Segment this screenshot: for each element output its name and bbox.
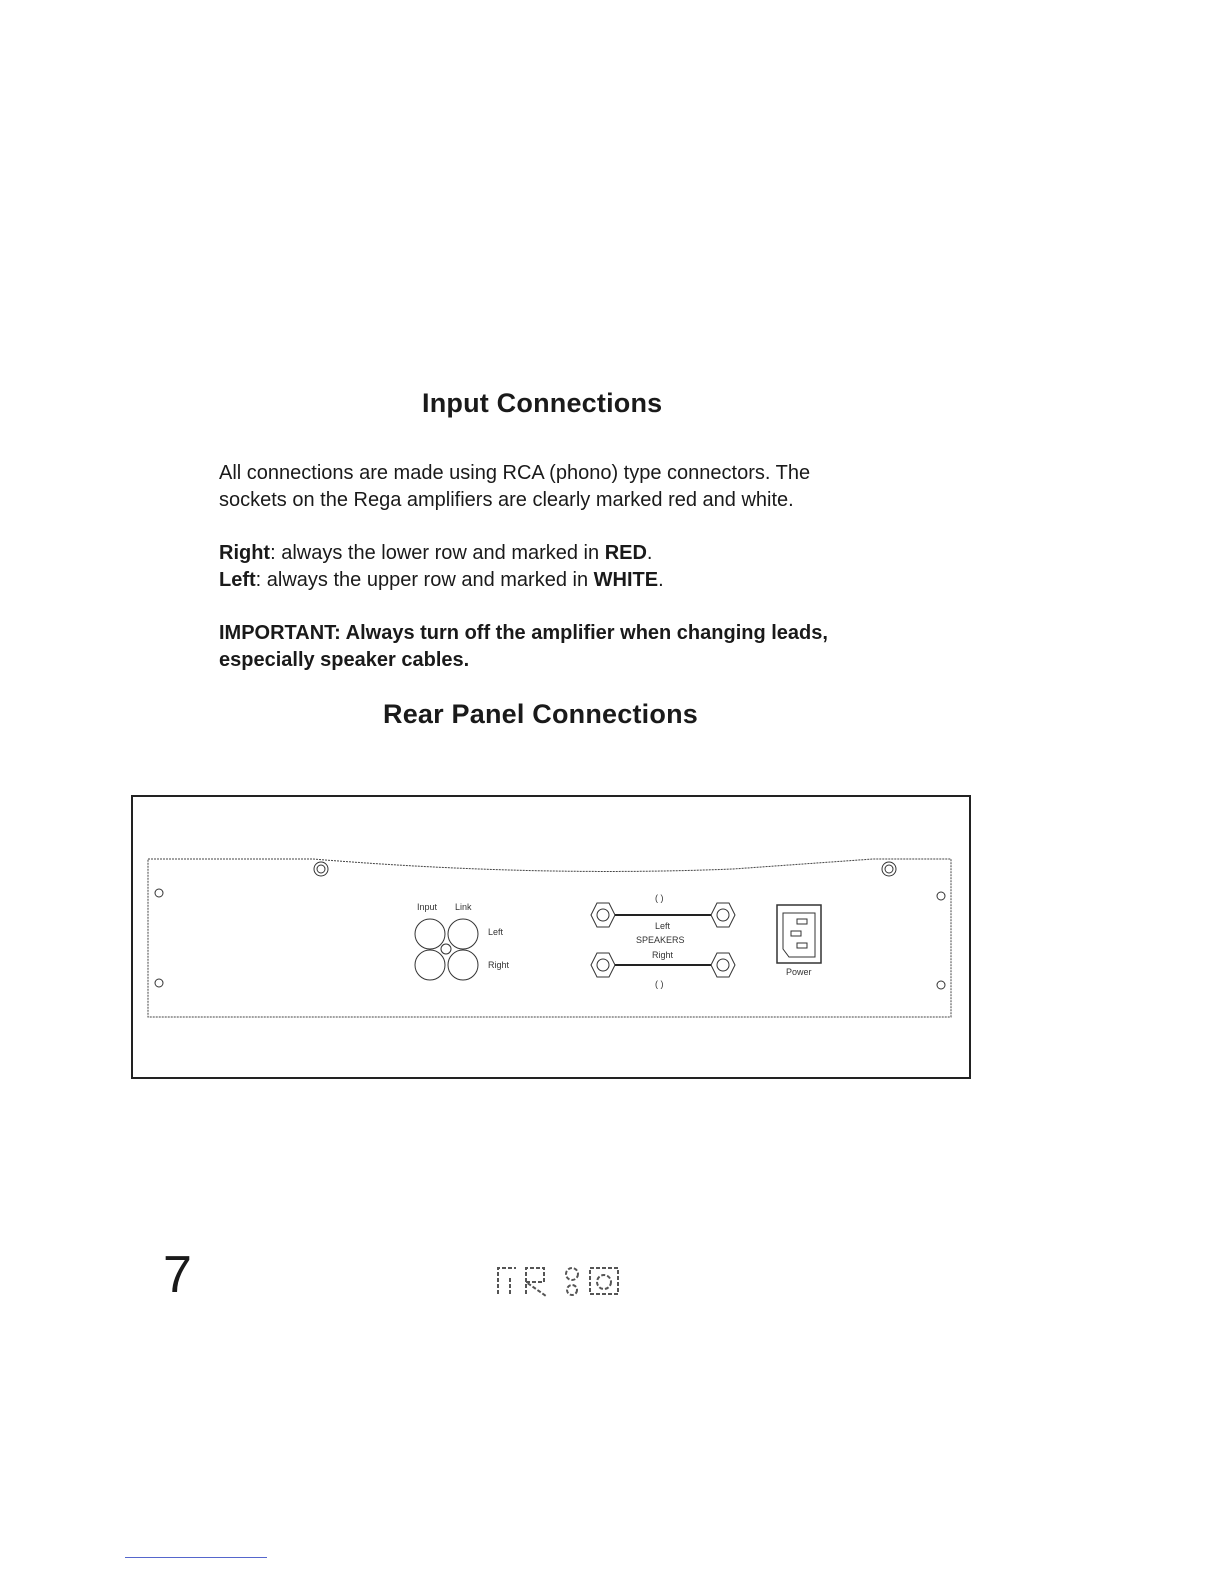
right-end: . — [646, 542, 653, 564]
rear-panel-heading: Rear Panel Connections — [383, 699, 698, 729]
bracket-glyph: ( ) — [655, 979, 664, 989]
rca-socket-icon — [415, 919, 445, 949]
rca-right-label: Right — [488, 960, 510, 970]
important-line-2: especially speaker cables. — [219, 649, 470, 671]
important-warning — [219, 620, 828, 674]
screw-icon — [314, 862, 328, 876]
mounting-hole-icon — [155, 889, 163, 897]
left-end: . — [658, 569, 664, 591]
speaker-terminal-icon — [711, 903, 735, 927]
intro-line-2: sockets on the Rega amplifiers are clearly marked red and white. — [219, 489, 794, 511]
input-connections-heading: Input Connections — [422, 388, 663, 418]
speakers-left-label: Left — [655, 921, 671, 931]
link-label: Link — [455, 902, 472, 912]
right-text: : always the lower row and marked in — [270, 542, 605, 564]
left-channel-note — [219, 567, 664, 594]
left-text: : always the upper row and marked in — [255, 569, 594, 591]
rear-panel-diagram — [133, 797, 969, 1077]
ground-post-icon — [441, 944, 451, 954]
right-color: RED — [604, 542, 647, 564]
panel-outline — [148, 859, 951, 1017]
intro-line-1: All connections are made using RCA (phono) type connectors. The — [219, 462, 811, 484]
rca-socket-icon — [415, 950, 445, 980]
rca-socket-icon — [448, 950, 478, 980]
speaker-terminal-icon — [591, 903, 615, 927]
bracket-glyph: ( ) — [655, 893, 664, 903]
speakers-title: SPEAKERS — [636, 935, 685, 945]
power-label: Power — [786, 967, 812, 977]
input-label: Input — [417, 902, 438, 912]
rega-logo — [494, 1262, 624, 1298]
rca-socket-icon — [448, 919, 478, 949]
right-channel-note — [219, 540, 652, 567]
left-color: WHITE — [593, 569, 659, 591]
screw-icon — [882, 862, 896, 876]
important-line-1: IMPORTANT: Always turn off the amplifier when changing leads, — [219, 622, 828, 644]
footer-rule — [125, 1557, 267, 1558]
left-label: Left — [219, 569, 256, 591]
right-label: Right — [219, 542, 271, 564]
speaker-terminal-icon — [591, 953, 615, 977]
mounting-hole-icon — [937, 892, 945, 900]
speakers-right-label: Right — [652, 950, 674, 960]
page-number: 7 — [163, 1246, 192, 1304]
rca-left-label: Left — [488, 927, 504, 937]
speaker-terminal-icon — [711, 953, 735, 977]
mounting-hole-icon — [155, 979, 163, 987]
intro-paragraph — [219, 460, 810, 514]
power-inlet-icon — [777, 905, 821, 963]
mounting-hole-icon — [937, 981, 945, 989]
rear-panel-figure — [131, 795, 971, 1079]
